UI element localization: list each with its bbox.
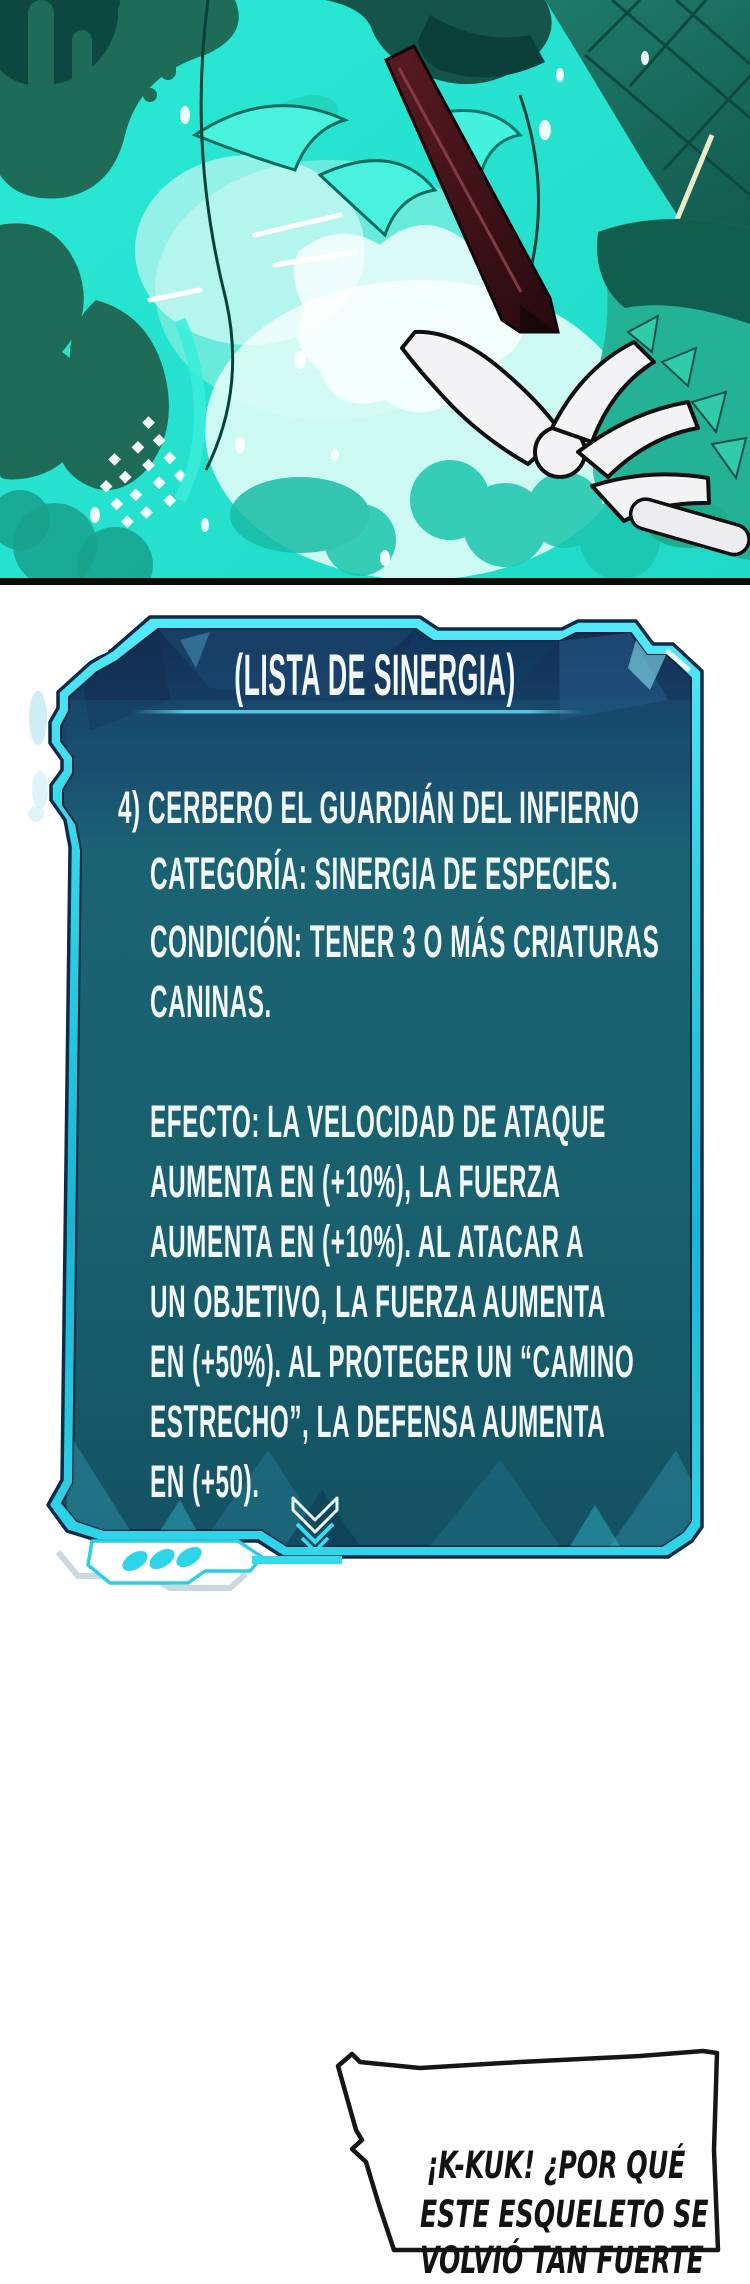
synergy-line: CANINAS.	[150, 976, 272, 1027]
synergy-line: CATEGORÍA: SINERGIA DE ESPECIES.	[150, 848, 619, 899]
bubble-line: ESTE ESQUELETO SE	[420, 2193, 709, 2236]
synergy-line: EFECTO: LA VELOCIDAD DE ATAQUE	[150, 1096, 606, 1147]
synergy-line: UN OBJETIVO, LA FUERZA AUMENTA	[150, 1276, 606, 1327]
synergy-line: EN (+50).	[150, 1456, 260, 1507]
synergy-line: EN (+50%). AL PROTEGER UN “CAMINO	[150, 1336, 635, 1387]
synergy-line: CONDICIÓN: TENER 3 O MÁS CRIATURAS	[150, 916, 660, 967]
panel-border-line	[0, 578, 750, 585]
synergy-line: 4) CERBERO EL GUARDIÁN DEL INFIERNO	[118, 782, 640, 833]
synergy-line: ESTRECHO”, LA DEFENSA AUMENTA	[150, 1396, 606, 1447]
comic-artwork	[0, 0, 750, 603]
synergy-line: AUMENTA EN (+10%), LA FUERZA	[150, 1156, 561, 1207]
bubble-line: ¡K-KUK! ¿POR QUÉ	[426, 2144, 686, 2187]
title-divider	[132, 710, 583, 714]
bubble-line: VOLVIÓ TAN FUERTE	[420, 2239, 704, 2282]
synergy-line: AUMENTA EN (+10%). AL ATACAR A	[150, 1216, 585, 1267]
circuit-deco	[88, 1541, 262, 1583]
panel-title: (LISTA DE SINERGIA)	[234, 643, 516, 708]
